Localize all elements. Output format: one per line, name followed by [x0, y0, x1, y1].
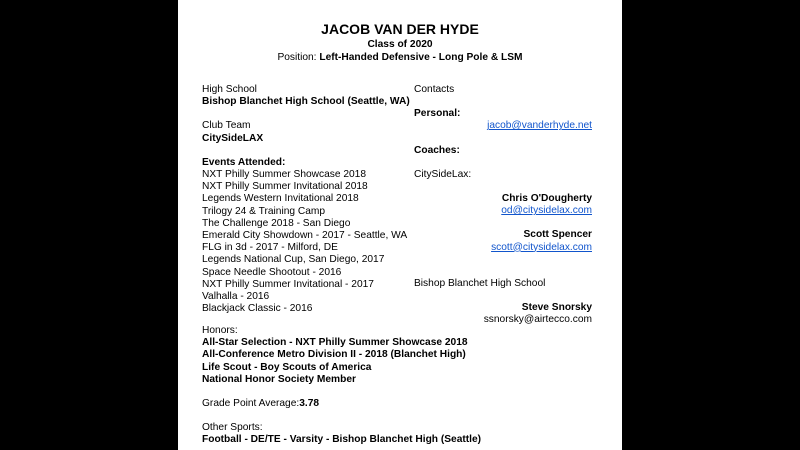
high-school-value: Bishop Blanchet High School (Seattle, WA): [202, 96, 410, 108]
honors-label: Honors:: [202, 325, 238, 336]
other-sports-value: Football - DE/TE - Varsity - Bishop Blanchet High (Seattle): [202, 434, 482, 446]
contacts-column: [414, 84, 592, 326]
honor-item: All-Star Selection - NXT Philly Summer Showcase 2018: [202, 337, 468, 349]
position-line: [178, 51, 622, 64]
coach-name: Scott Spencer: [523, 229, 592, 241]
honor-item: Life Scout - Boy Scouts of America: [202, 361, 372, 373]
coach-email-link[interactable]: od@citysidelax.com: [501, 205, 592, 217]
event-item: Legends National Cup, San Diego, 2017: [202, 254, 385, 266]
event-item: Valhalla - 2016: [202, 291, 270, 303]
position-label: Position:: [277, 52, 320, 63]
event-item: Space Needle Shootout - 2016: [202, 266, 342, 278]
document-page: [178, 0, 622, 450]
event-item: NXT Philly Summer Showcase 2018: [202, 169, 367, 181]
club-coaches-label: CitySideLax:: [414, 168, 472, 180]
honor-item: All-Conference Metro Division II - 2018 (Blanchet High): [202, 349, 466, 361]
event-item: Trilogy 24 & Training Camp: [202, 205, 326, 217]
left-column: [202, 84, 422, 315]
other-sports-label: Other Sports:: [202, 422, 263, 434]
events-label: Events Attended:: [202, 156, 286, 168]
player-name: JACOB VAN DER HYDE: [321, 21, 479, 37]
honor-item: National Honor Society Member: [202, 373, 356, 385]
gpa-line: [202, 398, 602, 410]
resume-header: [178, 21, 622, 64]
coaches-label: Coaches:: [414, 144, 460, 156]
coach-name: Chris O'Dougherty: [501, 193, 592, 205]
gpa-value: 3.78: [299, 398, 320, 410]
club-team-label: Club Team: [202, 120, 251, 132]
class-year: Class of 2020: [367, 39, 433, 50]
personal-label: Personal:: [414, 108, 461, 120]
contacts-label: Contacts: [414, 84, 455, 95]
event-item: NXT Philly Summer Invitational 2018: [202, 181, 368, 193]
event-item: Legends Western Invitational 2018: [202, 193, 359, 205]
event-item: NXT Philly Summer Invitational - 2017: [202, 278, 374, 290]
high-school-label: High School: [202, 84, 257, 95]
event-item: The Challenge 2018 - San Diego: [202, 217, 351, 229]
personal-email-link[interactable]: jacob@vanderhyde.net: [487, 120, 592, 132]
school-coach-name: Steve Snorsky: [521, 302, 592, 314]
event-item: FLG in 3d - 2017 - Milford, DE: [202, 242, 338, 254]
school-coaches-label: Bishop Blanchet High School: [414, 277, 546, 289]
coach-email-link[interactable]: scott@citysidelax.com: [491, 241, 592, 253]
bottom-section: [202, 325, 602, 447]
event-item: Blackjack Classic - 2016: [202, 303, 313, 315]
position-value: Left-Handed Defensive - Long Pole & LSM: [319, 52, 523, 63]
school-coach-email: ssnorsky@airtecco.com: [483, 314, 592, 326]
event-item: Emerald City Showdown - 2017 - Seattle, WA: [202, 230, 408, 242]
club-team-value: CitySideLAX: [202, 132, 264, 144]
gpa-label: Grade Point Average:: [202, 398, 300, 410]
